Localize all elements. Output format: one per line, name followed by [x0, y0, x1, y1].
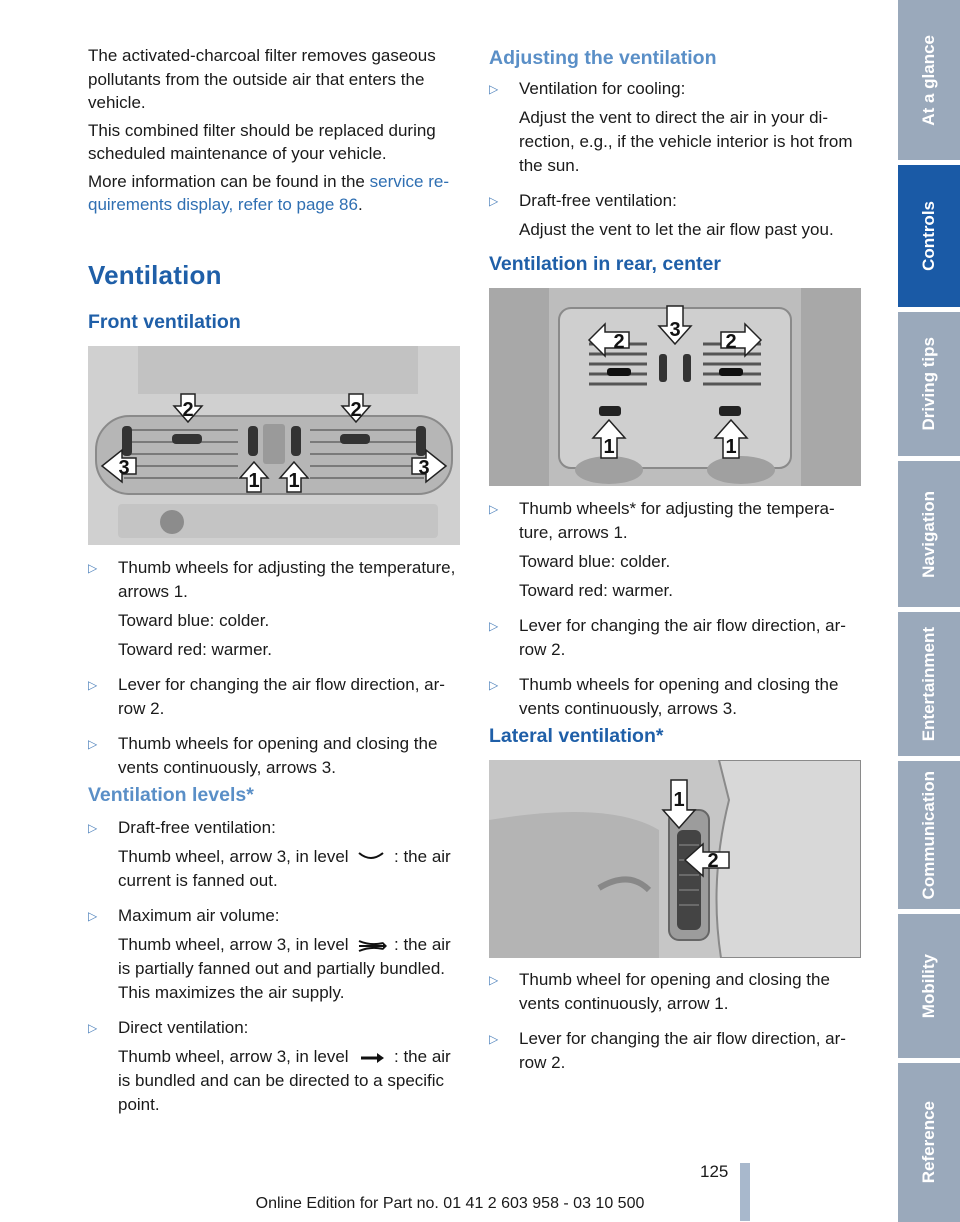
front-ventilation-list: [88, 556, 460, 791]
list-item: ▷ Thumb wheels* for adjusting the temperature, arrows 1. Toward blue: colder. Toward red: warmer.: [489, 499, 835, 600]
rear-vent-illustration: [489, 288, 861, 486]
front-arrow-label: 3: [118, 457, 130, 479]
bullet-triangle-icon: ▷: [489, 82, 499, 96]
rear-arrow-label: 2: [725, 331, 737, 353]
list-item: ▷ Thumb wheels for adjusting the temperature, arrows 1. Toward blue: colder. Toward red: warmer.: [88, 558, 456, 659]
tab-communication[interactable]: Communication: [898, 761, 960, 909]
list-item: ▷ Draft-free ventilation: Thumb wheel, arrow 3, in level : the air current is fanned out.: [88, 818, 451, 890]
rear-arrow-label: 3: [669, 319, 681, 341]
intro-paragraph: This combined filter should be replaced during scheduled maintenance of your vehicle.: [88, 120, 436, 163]
bullet-triangle-icon: ▷: [489, 194, 499, 208]
adjusting-ventilation-list: [489, 77, 861, 253]
front-arrow-label: 1: [248, 470, 260, 492]
tab-reference[interactable]: Reference: [898, 1063, 960, 1222]
bullet-triangle-icon: ▷: [88, 737, 98, 751]
more-info-suffix: .: [357, 195, 363, 214]
tab-entertainment[interactable]: Entertainment: [898, 612, 960, 756]
tab-controls[interactable]: Controls: [898, 165, 960, 307]
heading-front-ventilation: Front ventilation: [88, 311, 241, 333]
bullet-triangle-icon: ▷: [489, 678, 499, 692]
tab-driving-tips[interactable]: Driving tips: [898, 312, 960, 456]
bullet-triangle-icon: ▷: [88, 909, 98, 923]
list-item: ▷ Thumb wheels for opening and closing the vents continuously, arrows 3.: [489, 675, 839, 718]
more-info-prefix: More information can be found in the: [88, 171, 370, 191]
bullet-triangle-icon: ▷: [489, 619, 499, 633]
bundled-airflow-icon: [353, 1049, 389, 1067]
page-number: 125: [700, 1162, 729, 1181]
heading-ventilation-levels: Ventilation levels*: [88, 784, 254, 806]
list-item: ▷ Thumb wheel for opening and closing the vents continuously, arrow 1.: [489, 970, 830, 1013]
list-item: ▷ Lever for changing the air flow direction, arrow 2.: [489, 1029, 846, 1072]
lateral-arrow-label: 1: [673, 789, 685, 811]
rear-arrow-label: 2: [613, 331, 625, 353]
lateral-arrow-label: 2: [707, 850, 719, 872]
ventilation-levels-list: [88, 816, 460, 1128]
tab-at-a-glance[interactable]: At a glance: [898, 0, 960, 160]
bullet-triangle-icon: ▷: [88, 1021, 98, 1035]
front-vent-illustration: [88, 346, 460, 545]
bullet-triangle-icon: ▷: [489, 502, 499, 516]
rear-arrow-label: 1: [603, 436, 615, 458]
intro-paragraph: The activated-charcoal filter removes gaseous pollutants from the outside air that enters the vehicle.: [88, 46, 436, 112]
more-info-paragraph: [88, 170, 460, 217]
list-item: ▷ Maximum air volume: Thumb wheel, arrow 3, in level : the air is partially fanned out and partially bundled. This maximizes the air supply.: [88, 906, 451, 1002]
rear-arrow-label: 1: [725, 436, 737, 458]
bullet-triangle-icon: ▷: [88, 821, 98, 835]
front-arrow-label: 2: [182, 399, 194, 421]
front-arrow-label: 2: [350, 399, 362, 421]
rear-ventilation-list: [489, 497, 861, 732]
service-requirements-link[interactable]: service requirements display, refer to page 86: [88, 171, 449, 214]
section-title-ventilation: Ventilation: [88, 260, 222, 290]
heading-adjusting-ventilation: Adjusting the ventilation: [489, 47, 717, 69]
rear-ventilation-figure: [489, 288, 861, 486]
list-item: ▷ Lever for changing the air flow direction, arrow 2.: [88, 675, 445, 718]
heading-lateral-ventilation: Lateral ventilation*: [489, 725, 664, 747]
bullet-triangle-icon: ▷: [88, 561, 98, 575]
front-arrow-label: 3: [418, 457, 430, 479]
front-arrow-label: 1: [288, 470, 300, 492]
tab-mobility[interactable]: Mobility: [898, 914, 960, 1058]
lateral-ventilation-figure: [489, 760, 861, 958]
mixed-airflow-icon: [353, 937, 389, 955]
bullet-triangle-icon: ▷: [489, 1032, 499, 1046]
list-item: ▷ Ventilation for cooling: Adjust the vent to direct the air in your direction, e.g., if the vehicle interior is hot from the sun.: [489, 79, 853, 175]
front-ventilation-figure: [88, 346, 460, 545]
lateral-vent-illustration: [489, 760, 861, 958]
heading-rear-center-ventilation: Ventilation in rear, center: [489, 253, 721, 275]
footer-edition: Online Edition for Part no. 01 41 2 603 958 - 03 10 500: [255, 1195, 645, 1212]
list-item: ▷ Lever for changing the air flow direction, arrow 2.: [489, 616, 846, 659]
list-item: ▷ Direct ventilation: Thumb wheel, arrow 3, in level : the air is bundled and can be directed to a specific point.: [88, 1018, 451, 1114]
lateral-ventilation-list: [489, 968, 861, 1086]
intro-text: [88, 44, 460, 221]
fanned-airflow-icon: [353, 849, 389, 867]
bullet-triangle-icon: ▷: [88, 678, 98, 692]
list-item: ▷ Draft-free ventilation: Adjust the vent to let the air flow past you.: [489, 191, 834, 239]
chapter-sidebar: [898, 0, 960, 1222]
list-item: ▷ Thumb wheels for opening and closing the vents continuously, arrows 3.: [88, 734, 438, 777]
tab-navigation[interactable]: Navigation: [898, 461, 960, 607]
bullet-triangle-icon: ▷: [489, 973, 499, 987]
